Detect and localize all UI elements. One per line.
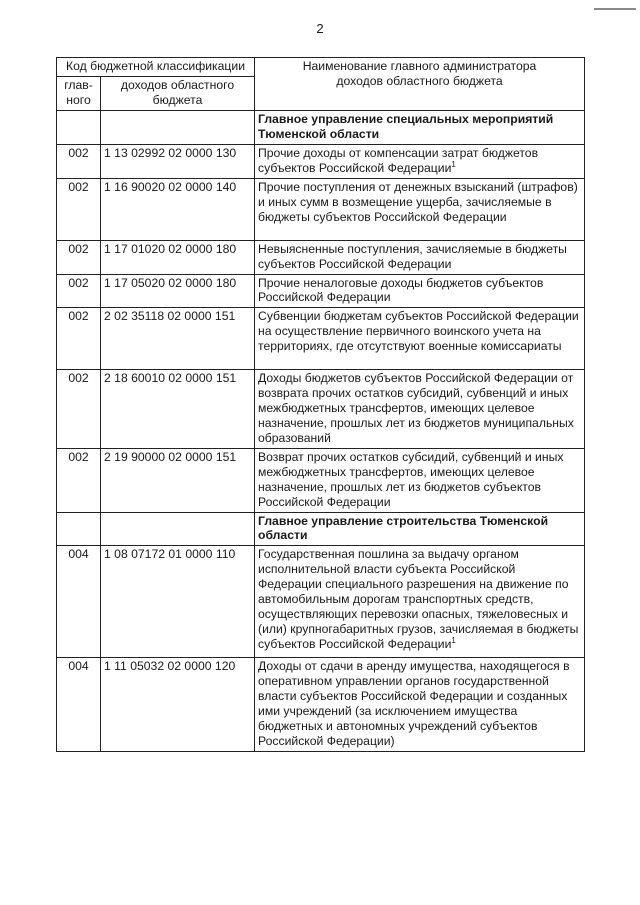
- group-header-row: [57, 512, 585, 546]
- revenue-column-header: [101, 76, 255, 110]
- administrator-name-cell: [255, 110, 585, 144]
- admin-code: 002: [68, 275, 89, 290]
- admin-code-cell: [57, 144, 101, 178]
- administrator-name: Главное управление строительства Тюменской области: [258, 513, 549, 543]
- revenue-name-cell: [255, 308, 585, 370]
- revenue-name: Субвенции бюджетам субъектов Российской Федерации на осуществление первичного воинского учета на территориях, где отсутствуют военные комиссариаты: [258, 309, 579, 354]
- footnote-marker: 1: [451, 159, 456, 169]
- name-column-header: [255, 58, 585, 111]
- revenue-code: 2 02 35118 02 0000 151: [104, 309, 236, 324]
- table-row: [57, 178, 585, 240]
- admin-code: 004: [68, 547, 89, 562]
- page-number: 2: [316, 21, 324, 36]
- revenue-name: Доходы от сдачи в аренду имущества, находящегося в оперативном управлении органов государственной власти субъектов Российской Федерации и созданных ими учреждений (за исключением имущества бюджетных и автономных учреждений субъектов Российской Федерации): [258, 659, 570, 748]
- revenue-code-cell: [101, 144, 255, 178]
- revenue-name-cell: [255, 240, 585, 274]
- table-row: [57, 546, 585, 658]
- admin-code-cell: [57, 658, 101, 752]
- revenue-name: Доходы бюджетов субъектов Российской Федерации от возврата прочих остатков субсидий, субвенций и иных межбюджетных трансфертов, имеющих целевое назначение, прошлых лет из бюджетов муниципальных образований: [258, 371, 574, 445]
- revenue-code-cell: [101, 178, 255, 240]
- revenue-name-cell: [255, 546, 585, 658]
- kbk-title-header: Код бюджетной классификации: [57, 58, 255, 77]
- revenue-code-cell: [101, 658, 255, 752]
- budget-classification-table: [56, 57, 585, 752]
- revenue-code: 1 13 02992 02 0000 130: [104, 145, 237, 160]
- table-row: [57, 144, 585, 178]
- admin-code-cell: [57, 240, 101, 274]
- revenue-column-header-text: доходов областного бюджета: [120, 77, 235, 107]
- administrator-name: Главное управление специальных мероприятий Тюменской области: [258, 111, 554, 141]
- revenue-name: Прочие неналоговые доходы бюджетов субъектов Российской Федерации: [258, 275, 544, 305]
- revenue-code-cell: [101, 240, 255, 274]
- revenue-code-cell: [101, 308, 255, 370]
- table-body: [57, 110, 585, 751]
- admin-code-cell: [57, 274, 101, 308]
- footnote-marker: 1: [451, 635, 456, 645]
- revenue-name: Государственная пошлина за выдачу органом исполнительной власти субъекта Российской Федерации специального разрешения на движение по автомобильным дорогам транспортных средств, осуществляющих перевозки опасных, тяжеловесных и (или) крупногабаритных грузов, зачисляемая в бюджеты субъектов Российской Федерации: [258, 547, 579, 651]
- admin-column-header: [57, 76, 101, 110]
- admin-code-cell: [57, 178, 101, 240]
- revenue-name: Прочие поступления от денежных взысканий (штрафов) и иных сумм в возмещение ущерба, зачисляемые в бюджеты субъектов Российской Федерации: [258, 179, 578, 224]
- table-row: [57, 658, 585, 752]
- admin-code: 004: [68, 659, 89, 674]
- revenue-name-cell: [255, 144, 585, 178]
- revenue-code: 1 17 01020 02 0000 180: [104, 241, 237, 256]
- revenue-code-cell: [101, 370, 255, 449]
- admin-code: 002: [68, 449, 89, 464]
- revenue-name: Невыясненные поступления, зачисляемые в бюджеты субъектов Российской Федерации: [258, 241, 567, 271]
- administrator-name-cell: [255, 512, 585, 546]
- table-row: [57, 308, 585, 370]
- table-row: [57, 274, 585, 308]
- revenue-code-cell: [101, 110, 255, 144]
- admin-code: 002: [68, 179, 89, 194]
- admin-code-cell: [57, 448, 101, 512]
- revenue-code: 1 08 07172 01 0000 110: [104, 547, 236, 562]
- revenue-code: 1 11 05032 02 0000 120: [104, 659, 236, 674]
- admin-code-cell: [57, 308, 101, 370]
- admin-code-cell: [57, 546, 101, 658]
- revenue-code: 2 18 60010 02 0000 151: [104, 371, 237, 386]
- table-row: [57, 240, 585, 274]
- admin-code: 002: [68, 241, 89, 256]
- revenue-name-cell: [255, 274, 585, 308]
- revenue-name: Прочие доходы от компенсации затрат бюджетов субъектов Российской Федерации: [258, 145, 539, 175]
- revenue-name-cell: [255, 178, 585, 240]
- revenue-code: 1 17 05020 02 0000 180: [104, 275, 237, 290]
- name-column-header-text: Наименование главного администратора доходов областного бюджета: [302, 59, 537, 88]
- admin-code: 002: [68, 309, 89, 324]
- group-header-row: [57, 110, 585, 144]
- table-row: [57, 370, 585, 449]
- revenue-code-cell: [101, 546, 255, 658]
- revenue-name-cell: [255, 448, 585, 512]
- revenue-code-cell: [101, 274, 255, 308]
- admin-code-cell: [57, 512, 101, 546]
- revenue-name-cell: [255, 370, 585, 449]
- admin-code-cell: [57, 370, 101, 449]
- revenue-name-cell: [255, 658, 585, 752]
- revenue-name: Возврат прочих остатков субсидий, субвенций и иных межбюджетных трансфертов, имеющих целевое назначение, прошлых лет из бюджетов субъектов Российской Федерации: [258, 449, 564, 509]
- admin-column-header-text: глав- ного: [64, 77, 93, 107]
- admin-code: 002: [68, 371, 89, 386]
- revenue-code-cell: [101, 512, 255, 546]
- table-row: [57, 448, 585, 512]
- revenue-code: 2 19 90000 02 0000 151: [104, 449, 237, 464]
- admin-code: 002: [68, 145, 89, 160]
- revenue-code-cell: [101, 448, 255, 512]
- revenue-code: 1 16 90020 02 0000 140: [104, 179, 237, 194]
- admin-code-cell: [57, 110, 101, 144]
- corner-mark: [594, 8, 636, 10]
